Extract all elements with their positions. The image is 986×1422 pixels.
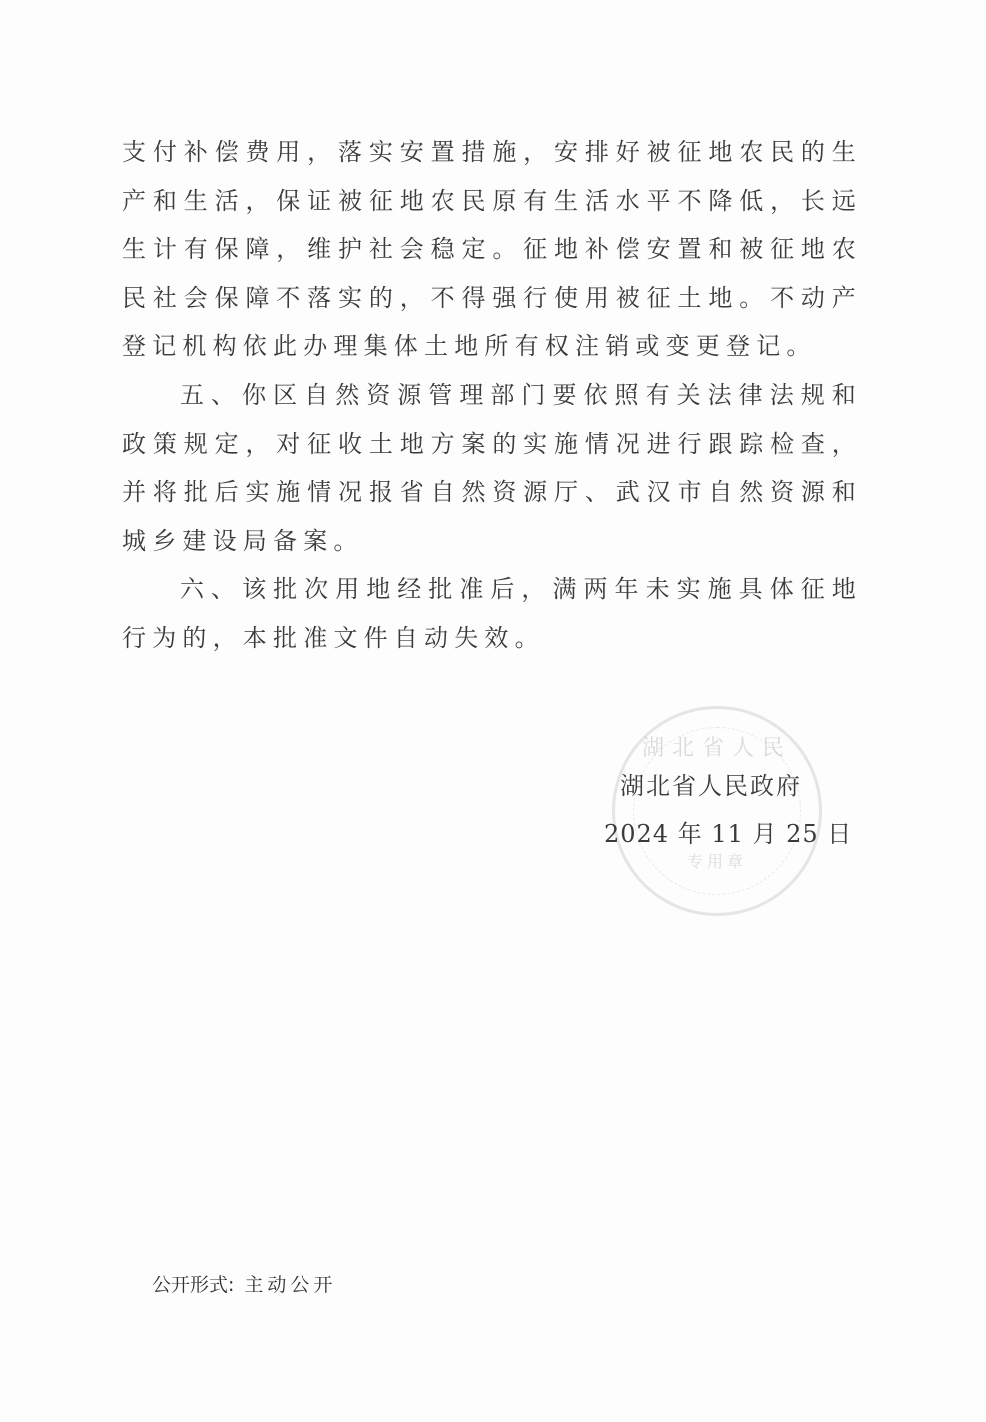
seal-top-text: 湖北省人民 bbox=[641, 736, 792, 761]
document-body bbox=[122, 128, 862, 663]
paragraph-continued: 支付补偿费用，落实安置措施，安排好被征地农民的生产和生活，保证被征地农民原有生活水平不降低，长远生计有保障，维护社会稳定。征地补偿安置和被征地农民社会保障不落实的，不得强行使用被征土地。不动产登记机构依此办理集体土地所有权注销或变更登记。 bbox=[122, 138, 862, 361]
paragraph-five: 五、你区自然资源管理部门要依照有关法律法规和政策规定，对征收土地方案的实施情况进行跟踪检查，并将批后实施情况报省自然资源厅、武汉市自然资源和城乡建设局备案。 bbox=[122, 380, 862, 555]
paragraph-six: 六、该批次用地经批准后，满两年未实施具体征地行为的，本批准文件自动失效。 bbox=[122, 575, 862, 652]
disclosure-form bbox=[152, 1270, 336, 1297]
seal-bottom-text: 专用章 bbox=[686, 852, 747, 871]
seal-inner-ring bbox=[633, 727, 801, 895]
signature-organization: 湖北省人民政府 bbox=[620, 772, 802, 800]
disclosure-label: 公开形式: bbox=[152, 1274, 235, 1296]
official-seal bbox=[612, 706, 822, 916]
disclosure-value: 主动公开 bbox=[244, 1274, 337, 1296]
signature-date: 2024 年 11 月 25 日 bbox=[604, 820, 853, 848]
